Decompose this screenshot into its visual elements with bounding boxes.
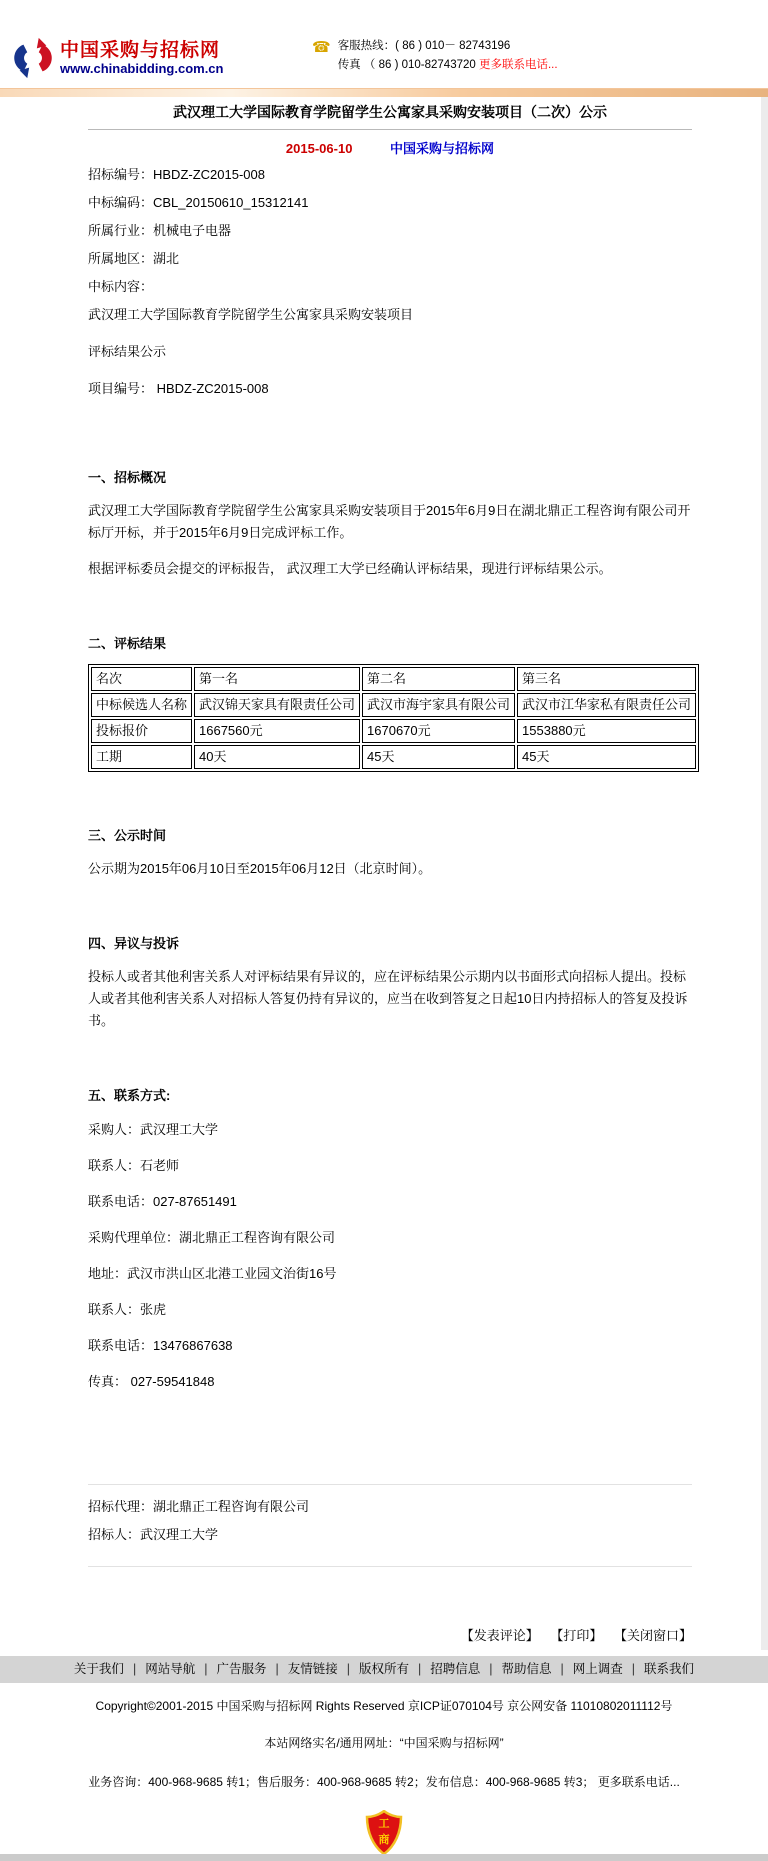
footer-link-about[interactable]: 关于我们 [73, 1662, 124, 1676]
page-title: 武汉理工大学国际教育学院留学生公寓家具采购安装项目（二次）公示 [173, 104, 607, 120]
section-3-heading: 三、公示时间 [88, 828, 167, 843]
announcement-article [0, 103, 768, 1644]
table-row [91, 745, 696, 769]
table-cell: 名次 [91, 667, 192, 691]
phone-icon: ☎ [312, 39, 331, 56]
header-contact [312, 40, 558, 78]
footer-link-contact[interactable]: 联系我们 [644, 1662, 695, 1676]
table-cell: 武汉市江华家私有限责任公司 [517, 693, 696, 717]
industry: 所属行业：机械电子电器 [88, 223, 232, 238]
content-label: 中标内容： [88, 279, 154, 294]
footer-link-copyright[interactable]: 版权所有 [358, 1662, 409, 1676]
fax-text: 传真 （ 86 ) 010-82743720 [337, 59, 476, 71]
source-site: 中国采购与招标网 [390, 141, 495, 156]
realname-text: 本站网络实名/通用网址：“中国采购与招标网” [264, 1736, 504, 1750]
region: 所属地区：湖北 [88, 251, 180, 266]
signature-divider [88, 1484, 692, 1485]
separator: | [418, 1662, 422, 1676]
project-number: 项目编号： HBDZ-ZC2015-008 [88, 381, 269, 396]
post-comment-button[interactable]: 【发表评论】 [460, 1628, 539, 1643]
table-cell: 武汉锦天家具有限责任公司 [194, 693, 360, 717]
footer-link-help[interactable]: 帮助信息 [501, 1662, 552, 1676]
right-edge-strip [761, 97, 768, 1650]
publish-date: 2015-06-10 [285, 141, 353, 156]
table-cell: 1670670元 [362, 719, 515, 743]
separator: | [489, 1662, 493, 1676]
win-code: 中标编码：CBL_20150610_15312141 [88, 195, 309, 210]
table-cell: 第三名 [517, 667, 696, 691]
table-row [91, 693, 696, 717]
separator: | [275, 1662, 279, 1676]
bid-number: 招标编号：HBDZ-ZC2015-008 [88, 167, 265, 182]
evaluation-result-table [88, 664, 699, 772]
table-cell: 第一名 [194, 667, 360, 691]
actions-divider [88, 1566, 692, 1567]
table-cell: 武汉市海宇家具有限公司 [362, 693, 515, 717]
meta-block [88, 167, 692, 396]
buyer-phone: 联系电话：027-87651491 [88, 1194, 237, 1209]
section-2-heading: 二、评标结果 [88, 636, 167, 651]
footer-link-friends[interactable]: 友情链接 [287, 1662, 338, 1676]
signature-agent: 招标代理：湖北鼎正工程咨询有限公司 [88, 1499, 310, 1514]
agency: 采购代理单位：湖北鼎正工程咨询有限公司 [88, 1230, 336, 1245]
buyer: 采购人：武汉理工大学 [88, 1122, 219, 1137]
footer-link-ads[interactable]: 广告服务 [216, 1662, 267, 1676]
agency-fax: 传真： 027-59541848 [88, 1374, 215, 1389]
site-url: www.chinabidding.com.cn [60, 61, 224, 76]
section-5-heading: 五、联系方式: [88, 1088, 171, 1103]
separator: | [560, 1662, 564, 1676]
signature-bidder: 招标人：武汉理工大学 [88, 1527, 219, 1542]
table-cell: 45天 [362, 745, 515, 769]
service-phones-text: 业务咨询：400-968-9685 转1；售后服务：400-968-9685 转2；发布信息：400-968-9685 转3； 更多联系电话... [88, 1775, 680, 1789]
red-shield-badge-icon[interactable] [365, 1810, 403, 1856]
svg-text:商: 商 [378, 1834, 390, 1846]
hotline-text: 客服热线：( 86 ) 010－ 82743196 [337, 40, 511, 52]
table-cell: 40天 [194, 745, 360, 769]
bottom-strip [0, 1854, 768, 1861]
footer-link-sitemap[interactable]: 网站导航 [145, 1662, 196, 1676]
header-divider-bar [0, 88, 768, 97]
table-row [91, 719, 696, 743]
section-4-paragraph: 投标人或者其他利害关系人对评标结果有异议的，应在评标结果公示期内以书面形式向招标人提出。投标人或者其他利害关系人对招标人答复仍持有异议的，应当在收到答复之日起10日内持招标人的答复及投诉书。 [88, 969, 688, 1028]
site-header [0, 0, 768, 88]
svg-text:工: 工 [378, 1818, 390, 1830]
project-name: 武汉理工大学国际教育学院留学生公寓家具采购安装项目 [88, 307, 414, 322]
table-cell: 中标候选人名称 [91, 693, 192, 717]
article-actions [88, 1627, 692, 1644]
section-1-paragraph-2: 根据评标委员会提交的评标报告， 武汉理工大学已经确认评标结果，现进行评标结果公示。 [88, 561, 612, 576]
footer-links-bar [0, 1656, 768, 1683]
separator: | [631, 1662, 636, 1676]
footer-link-survey[interactable]: 网上调查 [572, 1662, 623, 1676]
separator: | [346, 1662, 350, 1676]
separator: | [204, 1662, 208, 1676]
close-window-button[interactable]: 【关闭窗口】 [613, 1628, 692, 1643]
site-footer [0, 1656, 768, 1859]
title-divider [88, 129, 692, 130]
agency-phone: 联系电话：13476867638 [88, 1338, 233, 1353]
footer-link-jobs[interactable]: 招聘信息 [430, 1662, 481, 1676]
print-button[interactable]: 【打印】 [550, 1628, 603, 1643]
copyright-text: Copyright©2001-2015 中国采购与招标网 Rights Reserved 京ICP证070104号 京公网安备 11010802011112号 [95, 1699, 673, 1713]
agency-contact-person: 联系人：张虎 [88, 1302, 167, 1317]
more-phones-link[interactable]: 更多联系电话... [478, 59, 558, 71]
section-1-paragraph-1: 武汉理工大学国际教育学院留学生公寓家具采购安装项目于2015年6月9日在湖北鼎正工程咨询有限公司开标厅开标，并于2015年6月9日完成评标工作。 [88, 503, 691, 540]
date-row [88, 138, 692, 157]
result-title: 评标结果公示 [88, 344, 167, 359]
table-cell: 投标报价 [91, 719, 192, 743]
site-name: 中国采购与招标网 [60, 40, 221, 61]
table-cell: 1553880元 [517, 719, 696, 743]
section-1-heading: 一、招标概况 [88, 470, 167, 485]
table-cell: 第二名 [362, 667, 515, 691]
site-logo[interactable] [10, 36, 223, 80]
table-cell: 45天 [517, 745, 696, 769]
section-3-paragraph: 公示期为2015年06月10日至2015年06月12日（北京时间）。 [88, 861, 432, 876]
table-cell: 1667560元 [194, 719, 360, 743]
agency-address: 地址：武汉市洪山区北港工业园文治街16号 [88, 1266, 337, 1281]
section-4-heading: 四、异议与投诉 [88, 936, 180, 951]
table-cell: 工期 [91, 745, 192, 769]
contact-block [88, 1122, 692, 1389]
table-row [91, 667, 696, 691]
separator: | [132, 1662, 137, 1676]
buyer-contact-person: 联系人：石老师 [88, 1158, 180, 1173]
site-logo-icon [10, 36, 56, 80]
